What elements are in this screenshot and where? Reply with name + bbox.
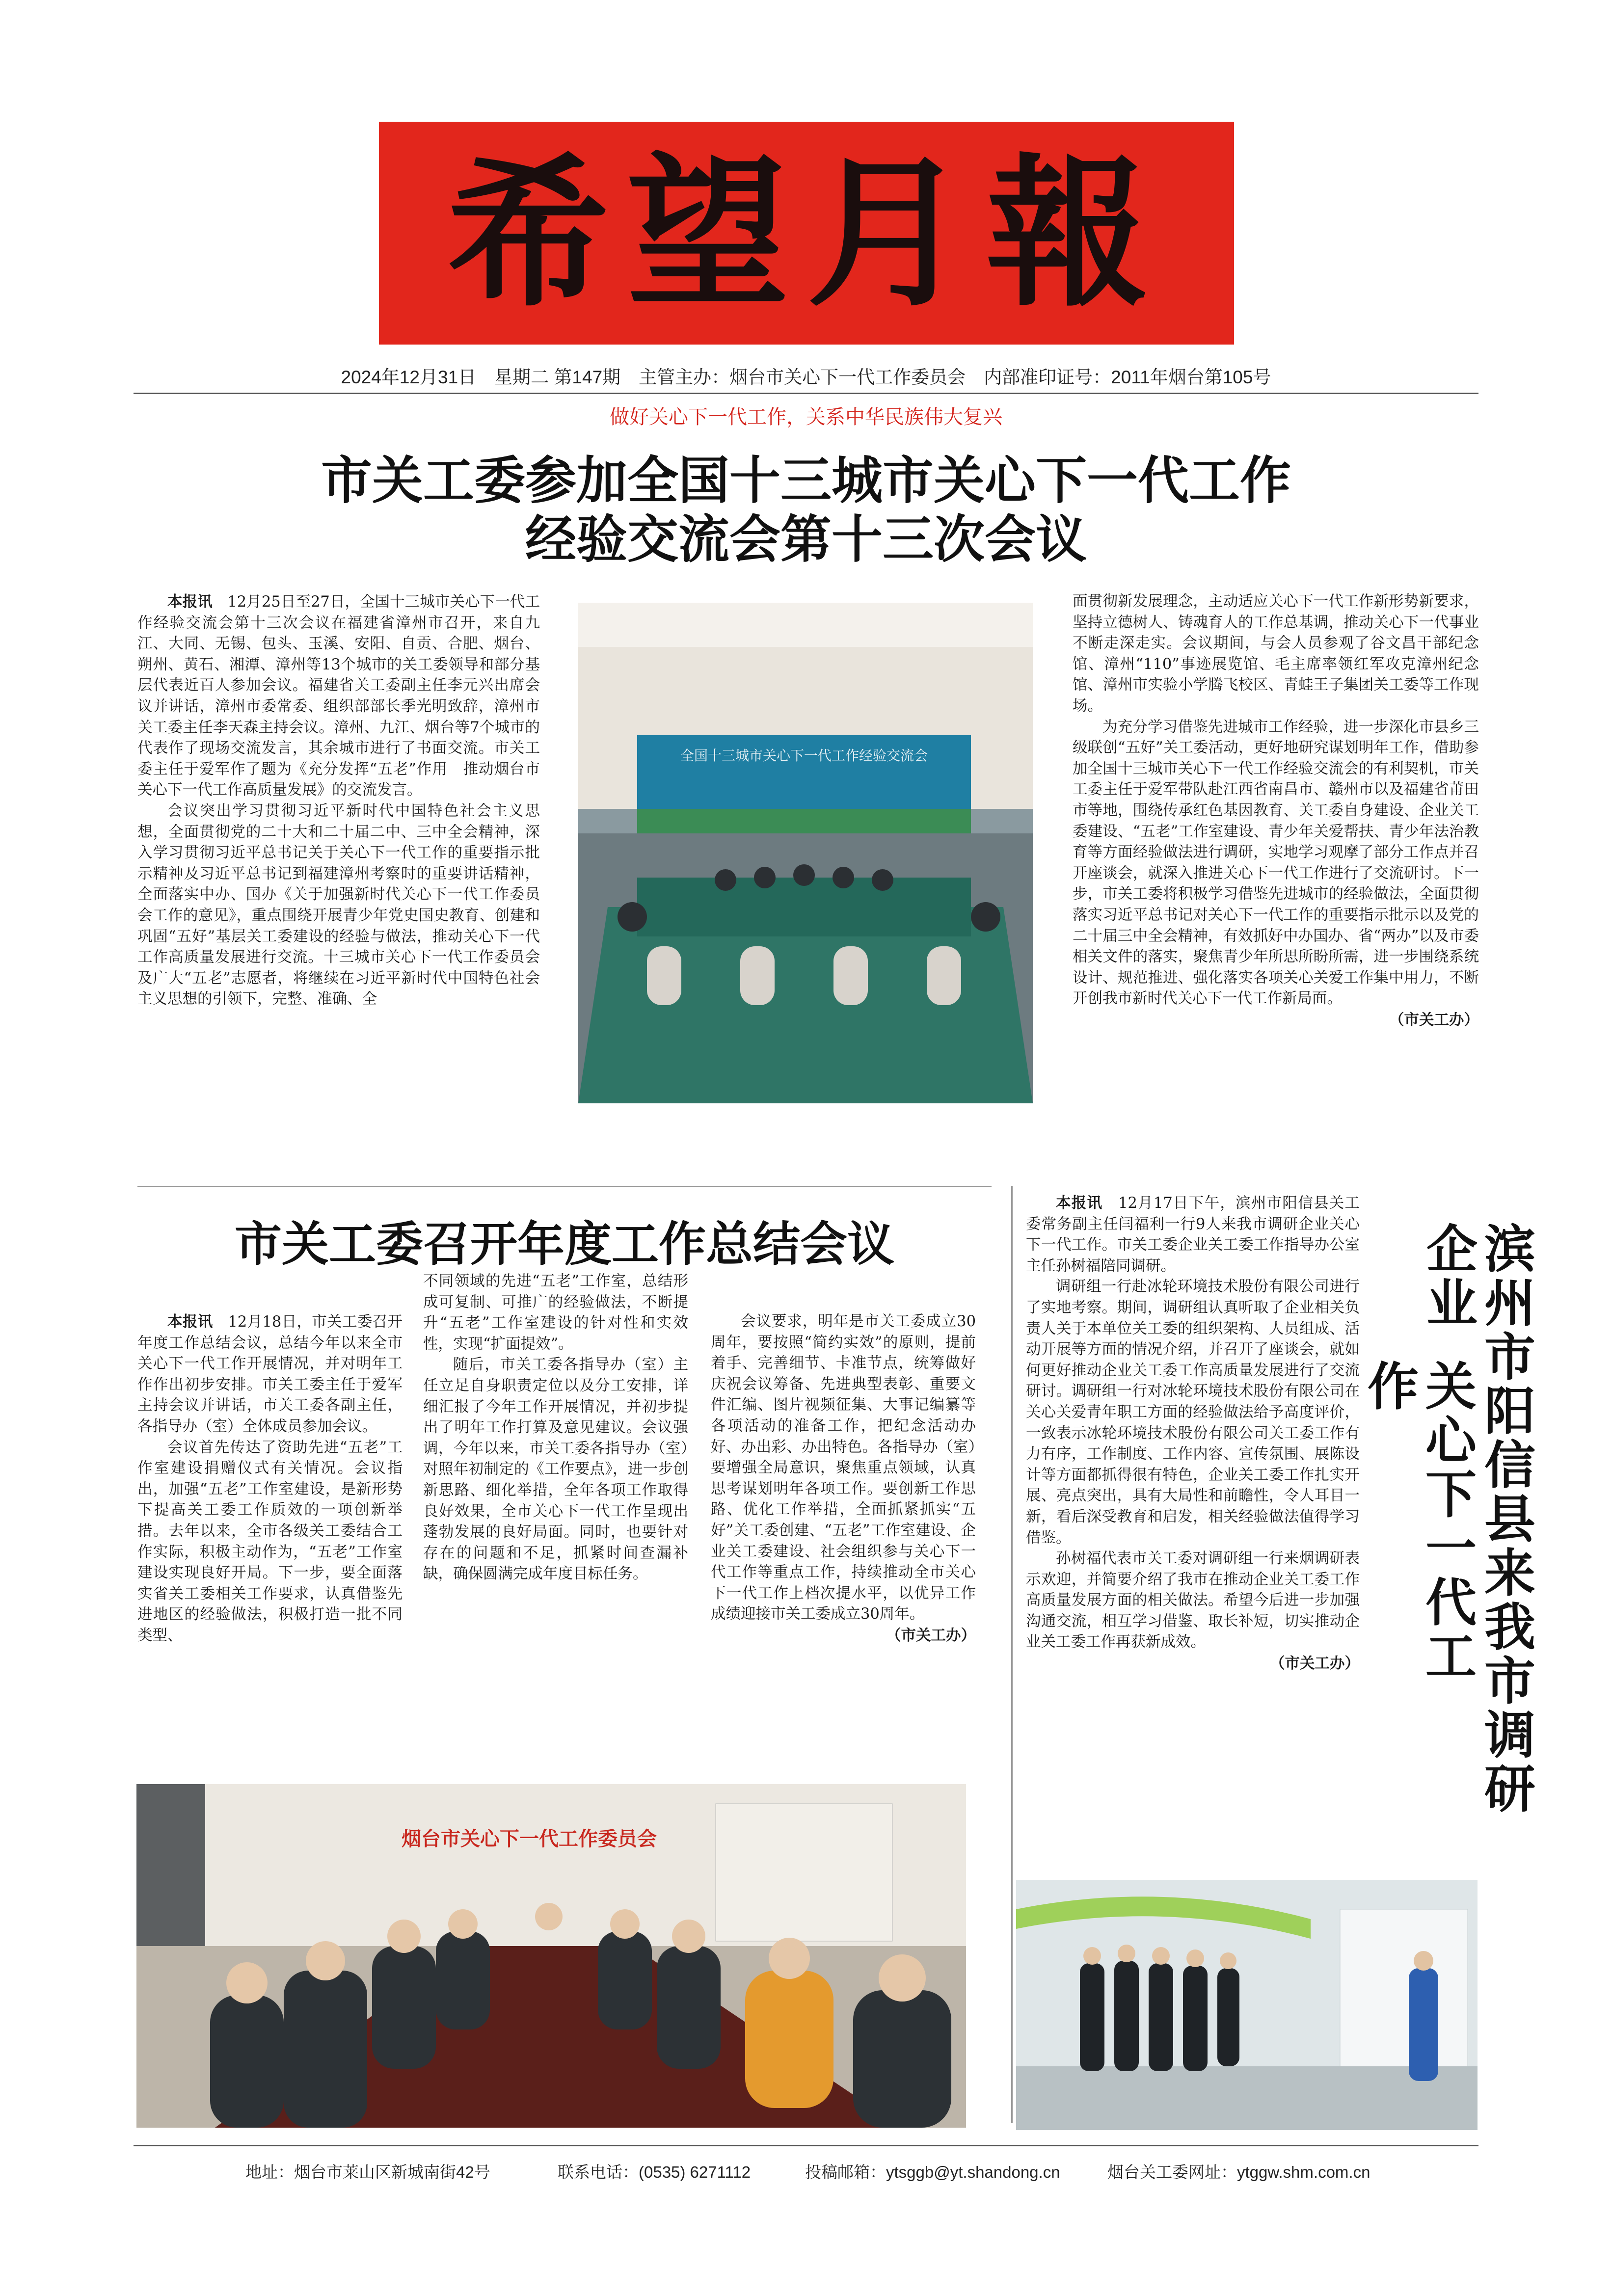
- footer-phone: 联系电话：(0535) 6271112: [558, 2163, 751, 2181]
- article1-col3-p1: 面贯彻新发展理念，主动适应关心下一代工作新形势新要求，坚持立德树人、铸魂育人的工作总基调，推动关心下一代事业不断走深走实。会议期间，与会人员参观了谷文昌干部纪念馆、漳州“110”事迹展览馆、毛主席率领红军攻克漳州纪念馆、漳州市实验小学腾飞校区、青蛙王子集团关工委等工作现场。: [1073, 593, 1479, 715]
- article1-col3-p2: 为充分学习借鉴先进城市工作经验，进一步深化市县乡三级联创“五好”关工委活动，更好地研究谋划明年工作，借助参加全国十三城市关心下一代工作经验交流会的有利契机，市关工委主任于爱军带队赴江西省南昌市、赣州市以及福建省莆田市等地，围绕传承红色基因教育、关工委自身建设、企业关工委建设、“五老”工作室建设、青少年关爱帮扶、青少年法治教育等方面经验做法进行调研，实地学习观摩了部分工作点并召开座谈会，就深入推进关心下一代工作进行了交流研讨。下一步，市关工委将积极学习借鉴先进城市的经验做法，全面贯彻落实习近平总书记对关心下一代工作的重要指示批示以及党的二十届三中全会精神，有效抓好中办国办、省“两办”以及市委相关文件的落实，聚焦青少年所思所盼所需，进一步围绕系统设计、规范推进、强化落实各项关心关爱工作集中用力，不断开创我市新时代关心下一代工作新局面。: [1073, 718, 1479, 1008]
- article1-headline-2: 经验交流会第十三次会议: [525, 509, 1087, 569]
- article1-column-3: [1073, 591, 1479, 1030]
- article3-visit-photo: [1016, 1880, 1478, 2130]
- article1-photo-banner: 全国十三城市关心下一代工作经验交流会: [680, 748, 928, 763]
- article3-p3: 孙树福代表市关工委对调研组一行来烟调研表示欢迎，并简要介绍了我市在推动企业关工委工作高质量发展方面的相关做法。希望今后进一步加强沟通交流，相互学习借鉴、取长补短，切实推动企业关工委工作再获新成效。: [1026, 1550, 1360, 1651]
- article2-col1-p1: 12月18日，市关工委召开年度工作总结会议，总结今年以来全市关心下一代工作开展情况，并对明年工作作出初步安排。市关工委主任于爱军主持会议并讲话，市关工委各副主任，各指导办（室）全体成员参加会议。: [137, 1313, 403, 1435]
- article2-meeting-photo: [136, 1784, 966, 2128]
- article2-photo-banner: 烟台市关心下一代工作委员会: [402, 1828, 657, 1850]
- article3-headline-1: 滨州市阳信县来我市调研企业: [1418, 1222, 1536, 1816]
- article2-column-3: [711, 1311, 976, 1646]
- article3-headline-2: 关心下一代工作: [1359, 1360, 1477, 1683]
- slogan: 做好关心下一代工作，关系中华民族伟大复兴: [610, 406, 1002, 428]
- article1-credit: （市关工办）: [1389, 1011, 1479, 1029]
- article3-p2: 调研组一行赴冰轮环境技术股份有限公司进行了实地考察。期间，调研组认真听取了企业相关负责人关于本单位关工委的组织架构、人员组成、活动开展等方面的情况介绍，并召开了座谈会，就如何更好推动企业关工委工作高质量发展进行了交流研讨。调研组一行对冰轮环境技术股份有限公司在关心关爱青年职工方面的经验做法给予高度评价，一致表示冰轮环境技术股份有限公司关工委工作有力有序，工作制度、工作内容、宣传氛围、展陈设计等方面都抓得很有特色，企业关工委工作扎实开展、亮点突出，具有大局性和前瞻性，令人耳目一新，看后深受教育和启发，相关经验做法值得学习借鉴。: [1026, 1278, 1360, 1547]
- article1-column-1: [137, 591, 540, 1010]
- footer-email: 投稿邮箱：ytsggb@yt.shandong.cn: [805, 2163, 1060, 2181]
- article2-column-1: [137, 1311, 403, 1647]
- article3-p1: 12月17日下午，滨州市阳信县关工委常务副主任闫福利一行9人来我市调研企业关心下一代工作。市关工委企业关工委工作指导办公室主任孙树福陪同调研。: [1026, 1195, 1360, 1275]
- article2-lead: 本报讯: [167, 1313, 213, 1331]
- article1-headline-1: 市关工委参加全国十三城市关心下一代工作: [321, 450, 1291, 510]
- article1-meeting-photo: [578, 603, 1033, 1103]
- article1-col1-p1: 12月25日至27日，全国十三城市关心下一代工作经验交流会第十三次会议在福建省漳州市召开，来自九江、大同、无锡、包头、玉溪、安阳、自贡、合肥、烟台、朔州、黄石、湘潭、漳州等13个城市的关工委领导和部分基层代表近百人参加会议。福建省关工委副主任李元兴出席会议并讲话，漳州市委常委、组织部部长季光明致辞，漳州市关工委主任李天森主持会议。漳州、九江、烟台等7个城市的代表作了现场交流发言，其余城市进行了书面交流。市关工委主任于爱军作了题为《充分发挥“五老”作用 推动烟台市关心下一代工作高质量发展》的交流发言。: [137, 593, 540, 799]
- article2-col3-p1: 会议要求，明年是市关工委成立30周年，要按照“简约实效”的原则，提前着手、完善细节、卡准节点，统筹做好庆祝会议筹备、先进典型表彰、重要文件汇编、图片视频征集、大事记编纂等各项活动的准备工作，把纪念活动办好、办出彩、办出特色。各指导办（室）要增强全局意识，聚焦重点领域，认真思考谋划明年各项工作。要创新工作思路、优化工作举措，全面抓紧抓实“五好”关工委创建、“五老”工作室建设、企业关工委建设、社会组织参与关心下一代工作等重点工作，持续推动全市关心下一代工作上档次提水平，以优异工作成绩迎接市关工委成立30周年。: [711, 1313, 976, 1623]
- masthead: [379, 122, 1234, 345]
- article3-column: [1026, 1193, 1360, 1674]
- masthead-title: 希望月報: [447, 138, 1166, 328]
- article2-headline: 市关工委召开年度工作总结会议: [235, 1216, 894, 1272]
- article2-col1-p2: 会议首先传达了资助先进“五老”工作室建设捐赠仪式有关情况。会议指出，加强“五老”工作室建设，是新形势下提高关工委工作质效的一项创新举措。去年以来，全市各级关工委结合工作实际，积极主动作为，“五老”工作室建设实现良好开局。下一步，要全面落实省关工委相关工作要求，认真借鉴先进地区的经验做法，积极打造一批不同类型、: [137, 1439, 403, 1644]
- article1-lead: 本报讯: [167, 593, 213, 611]
- article2-col2-p2: 随后，市关工委各指导办（室）主任立足自身职责定位以及分工安排，详细汇报了今年工作开展情况，并初步提出了明年工作打算及意见建议。会议强调，今年以来，市关工委各指导办（室）对照年初制定的《工作要点》，进一步创新思路、细化举措，全年各项工作取得良好效果，全市关心下一代工作呈现出蓬勃发展的良好局面。同时，也要针对存在的问题和不足，抓紧时间查漏补缺，确保圆满完成年度目标任务。: [423, 1356, 688, 1583]
- footer-rule: [134, 2145, 1478, 2146]
- article2-credit: （市关工办）: [886, 1626, 976, 1644]
- header-rule: [134, 393, 1478, 394]
- article2-col2-p1: 不同领域的先进“五老”工作室，总结形成可复制、可推广的经验做法，不断提升“五老”工作室建设的针对性和实效性，实现“扩面提效”。: [423, 1273, 688, 1353]
- article1-col1-p2: 会议突出学习贯彻习近平新时代中国特色社会主义思想，全面贯彻党的二十大和二十届二中、三中全会精神，深入学习贯彻习近平总书记关于关心下一代工作的重要指示批示精神及习近平总书记到福建漳州考察时的重要讲话精神，全面落实中办、国办《关于加强新时代关心下一代工作委员会工作的意见》，重点围绕开展青少年党史国史教育、创建和巩固“五好”基层关工委建设的经验与做法，推动关心下一代工作高质量发展进行交流。十三城市关心下一代工作委员会及广大“五老”志愿者，将继续在习近平新时代中国特色社会主义思想的引领下，完整、准确、全: [137, 802, 540, 1008]
- article2-column-2: [423, 1271, 688, 1585]
- footer-website: 烟台关工委网址：ytggw.shm.com.cn: [1107, 2163, 1370, 2181]
- footer-address: 地址：烟台市莱山区新城南街42号: [245, 2163, 490, 2181]
- issue-line: 2024年12月31日 星期二 第147期 主管主办：烟台市关心下一代工作委员会 内部准印证号：2011年烟台第105号: [341, 367, 1271, 387]
- vertical-divider: [1011, 1186, 1013, 2123]
- article3-lead: 本报讯: [1056, 1194, 1103, 1212]
- article3-credit: （市关工办）: [1270, 1655, 1360, 1673]
- section-divider: [137, 1186, 992, 1187]
